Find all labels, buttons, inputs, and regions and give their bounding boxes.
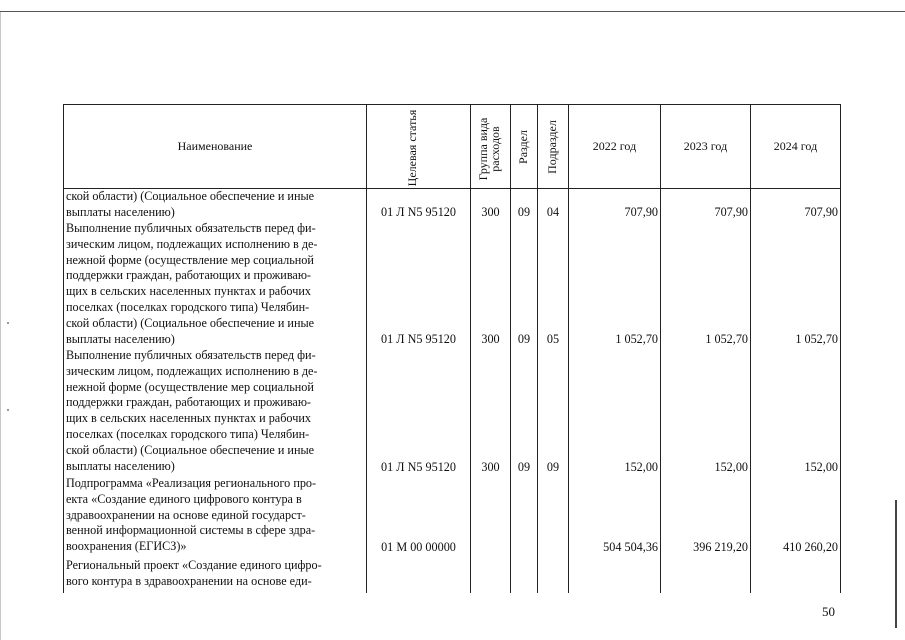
header-year-2023: 2023 год <box>683 139 728 153</box>
scan-top-edge <box>0 11 905 12</box>
name-line: Выполнение публичных обязательств перед фи- <box>66 348 316 362</box>
name-line: здравоохранении на основе единой государст- <box>66 507 306 522</box>
header-year-2024: 2024 год <box>773 139 818 153</box>
col-border <box>537 104 538 593</box>
cell-2024: 707,90 <box>804 205 838 219</box>
cell-2024: 1 052,70 <box>795 332 838 346</box>
page-number: 50 <box>822 604 835 619</box>
name-line: Региональный проект «Создание единого цифро- <box>66 558 322 572</box>
row-name <box>66 221 364 347</box>
cell-2022: 707,90 <box>624 205 658 219</box>
name-line: ской области) (Социальное обеспечение и иные <box>66 189 315 203</box>
header-subsection: Подраздел <box>545 120 559 174</box>
cell-target-article: 01 М 00 00000 <box>381 540 456 554</box>
name-line: выплаты населению) <box>66 204 175 219</box>
cell-2022: 152,00 <box>624 460 658 474</box>
row-name <box>66 558 364 590</box>
cell-section: 09 <box>517 332 531 346</box>
header-target-article: Целевая статья <box>405 109 419 187</box>
cell-2024: 410 260,20 <box>783 540 838 554</box>
scan-speck <box>7 322 9 324</box>
name-line: нежной форме (осуществление мер социальной <box>66 379 314 394</box>
header-year-2022: 2022 год <box>592 139 637 153</box>
cell-2023: 707,90 <box>714 205 748 219</box>
cell-section: 09 <box>517 205 531 219</box>
name-line: зическим лицом, подлежащих исполнению в де- <box>66 236 318 251</box>
name-line: ской области) (Социальное обеспечение и иные <box>66 315 315 330</box>
cell-expense-group: 300 <box>481 205 500 219</box>
name-line: ской области) (Социальное обеспечение и иные <box>66 442 315 457</box>
name-line: выплаты населению) <box>66 458 175 473</box>
cell-expense-group: 300 <box>481 460 500 474</box>
name-line: Подпрограмма «Реализация регионального про- <box>66 476 317 490</box>
name-line: воохранения (ЕГИСЗ)» <box>66 539 187 554</box>
row-name <box>66 348 364 474</box>
cell-2023: 152,00 <box>714 460 748 474</box>
cell-2024: 152,00 <box>804 460 838 474</box>
cell-target-article: 01 Л N5 95120 <box>381 332 456 346</box>
col-border <box>366 104 367 593</box>
name-line: нежной форме (осуществление мер социальной <box>66 252 314 267</box>
name-line: вого контура в здравоохранении на основе еди- <box>66 573 312 588</box>
row-name <box>66 189 364 221</box>
cell-target-article: 01 Л N5 95120 <box>381 460 456 474</box>
cell-subsection: 05 <box>546 332 560 346</box>
name-line: щих в сельских населенных пунктах и рабочих <box>66 411 311 426</box>
header-section: Раздел <box>516 130 530 164</box>
name-line: зическим лицом, подлежащих исполнению в де- <box>66 363 318 378</box>
name-line: выплаты населению) <box>66 331 175 346</box>
name-line: поселках (поселках городского типа) Челябин- <box>66 299 310 314</box>
cell-2023: 1 052,70 <box>705 332 748 346</box>
cell-expense-group: 300 <box>481 332 500 346</box>
cell-target-article: 01 Л N5 95120 <box>381 205 456 219</box>
header-name: Наименование <box>177 139 253 153</box>
cell-2023: 396 219,20 <box>693 540 748 554</box>
cell-section: 09 <box>517 460 531 474</box>
name-line: венной информационной системы в сфере здра- <box>66 523 316 538</box>
col-border <box>840 104 841 593</box>
scan-left-edge <box>0 12 1 640</box>
row-name <box>66 476 364 555</box>
name-line: поселках (поселках городского типа) Челябин- <box>66 426 310 441</box>
name-line: Выполнение публичных обязательств перед фи- <box>66 221 316 235</box>
scan-speck <box>7 409 9 411</box>
col-border <box>510 104 511 593</box>
cell-subsection: 09 <box>546 460 560 474</box>
name-line: щих в сельских населенных пунктах и рабочих <box>66 284 311 299</box>
col-border <box>470 104 471 593</box>
header-expense-group: Группа вида расходов <box>476 117 502 181</box>
scan-right-edge <box>895 500 897 628</box>
name-line: поддержки граждан, работающих и проживаю- <box>66 395 311 410</box>
cell-subsection: 04 <box>546 205 560 219</box>
cell-2022: 504 504,36 <box>603 540 658 554</box>
name-line: поддержки граждан, работающих и проживаю- <box>66 268 311 283</box>
cell-2022: 1 052,70 <box>615 332 658 346</box>
name-line: екта «Создание единого цифрового контура в <box>66 491 302 506</box>
